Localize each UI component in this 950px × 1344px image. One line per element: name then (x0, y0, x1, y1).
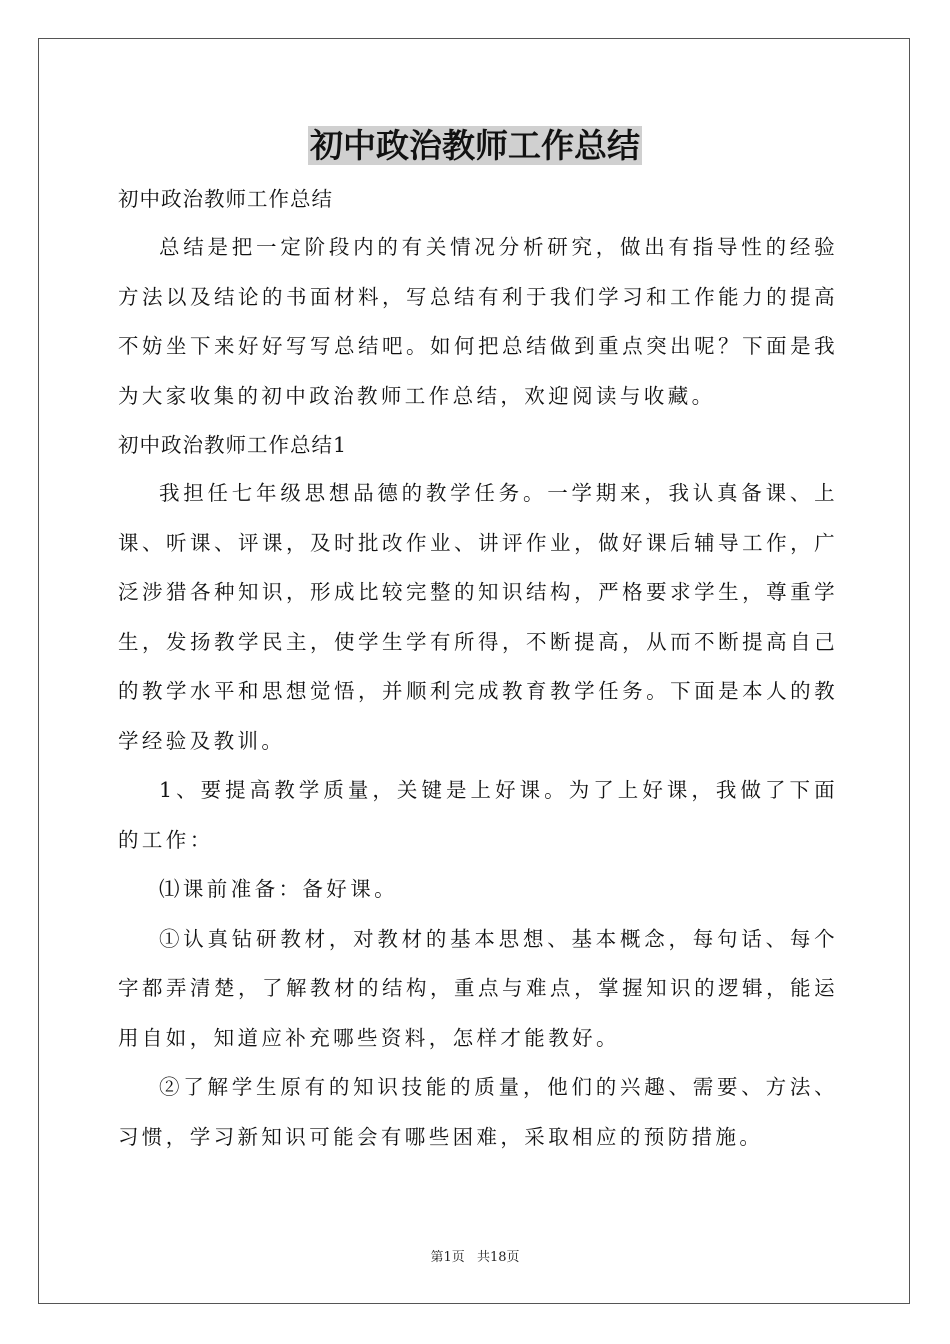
document-title-text: 初中政治教师工作总结 (310, 126, 640, 165)
page-total: 共18页 (476, 1250, 520, 1265)
body-paragraph: ⑴课前准备：备好课。 (159, 877, 398, 901)
document-title (0, 122, 950, 170)
page-footer (0, 1246, 950, 1265)
intro-paragraph: 总结是把一定阶段内的有关情况分析研究，做出有指导性的经验方法以及结论的书面材料，写总结有利于我们学习和工作能力的提高不妨坐下来好好写写总结吧。如何把总结做到重点突出呢？下面是我为大家收集的初中政治教师工作总结，欢迎阅读与收藏。 (118, 235, 838, 408)
body-paragraph: 1、要提高教学质量，关键是上好课。为了上好课，我做了下面的工作： (118, 778, 838, 852)
document-body (118, 175, 838, 1162)
document-subtitle: 初中政治教师工作总结 (118, 187, 333, 211)
body-paragraph: ②了解学生原有的知识技能的质量，他们的兴趣、需要、方法、习惯，学习新知识可能会有哪些困难，采取相应的预防措施。 (118, 1075, 838, 1149)
section-heading: 初中政治教师工作总结1 (118, 433, 348, 457)
page-number: 第1页 (430, 1250, 465, 1265)
body-paragraph: 我担任七年级思想品德的教学任务。一学期来，我认真备课、上课、听课、评课，及时批改作业、讲评作业，做好课后辅导工作，广泛涉猎各种知识，形成比较完整的知识结构，严格要求学生，尊重学生，发扬教学民主，使学生学有所得，不断提高，从而不断提高自己的教学水平和思想觉悟，并顺利完成教育教学任务。下面是本人的教学经验及教训。 (118, 481, 838, 753)
body-paragraph: ①认真钻研教材，对教材的基本思想、基本概念，每句话、每个字都弄清楚，了解教材的结构，重点与难点，掌握知识的逻辑，能运用自如，知道应补充哪些资料，怎样才能教好。 (118, 926, 838, 1050)
